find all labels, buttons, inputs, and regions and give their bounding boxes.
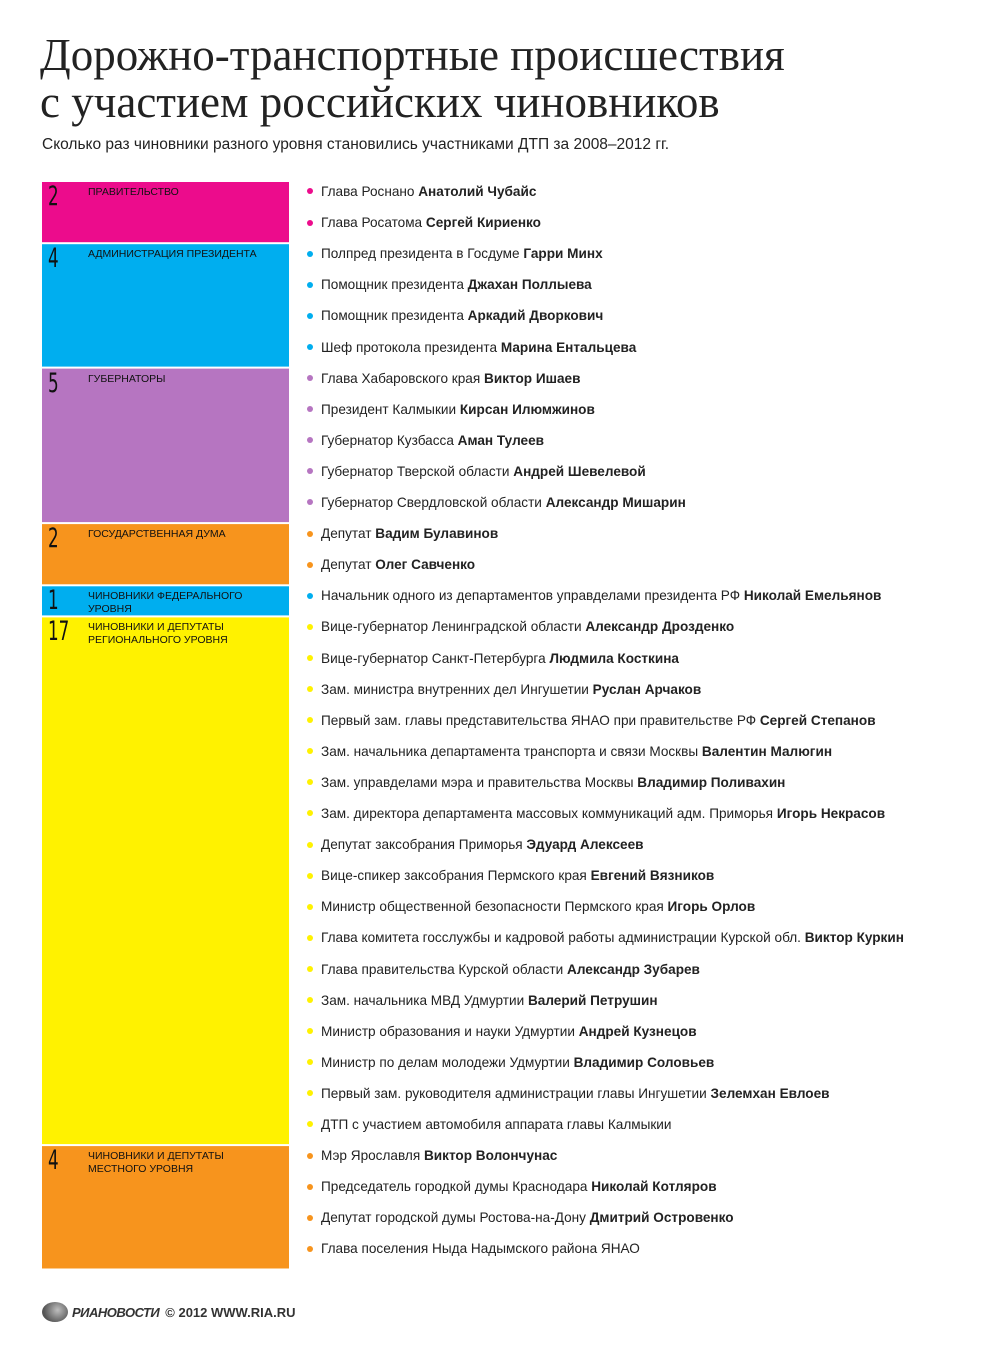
bullet-dot-icon [307,531,313,537]
entry-person-name: Марина Ентальцева [500,339,637,355]
entry-item [307,713,876,729]
entry-position: Начальник одного из департаментов управделами президента РФ [321,588,744,604]
bullet-dot-icon [307,1153,313,1159]
bar-value-label: 4 [48,1145,59,1177]
entry-position: Полпред президента в Госдуме [321,246,524,262]
entry-item [307,682,701,698]
entry-item [307,557,475,573]
entry-position: Депутат заксобрания Приморья [321,837,527,853]
entry-position: Глава Росатома [321,215,426,231]
entry-item [307,184,536,200]
category-label: ПРАВИТЕЛЬСТВО [88,186,179,198]
bullet-dot-icon [307,1028,313,1034]
bar-value-label: 5 [48,367,59,399]
entry-position: Вице-губернатор Санкт-Петербурга [321,650,550,666]
entry-person-name: Зелемхан Евлоев [710,1085,830,1101]
title-line-1: Дорожно-транспортные происшествия [40,30,785,80]
entry-item [307,1210,734,1226]
bullet-dot-icon [307,1090,313,1096]
entry-person-name: Анатолий Чубайс [418,184,537,199]
entry-person-name: Джахан Поллыева [467,277,592,293]
bar-segment-1 [42,244,289,366]
copyright-text: © 2012 WWW.RIA.RU [165,1304,296,1320]
entry-person-name: Виктор Волончунас [423,1148,558,1164]
entry-item [307,775,785,791]
entry-item [307,495,686,511]
entry-person-name: Олег Савченко [375,557,476,573]
category-label: АДМИНИСТРАЦИЯ ПРЕЗИДЕНТА [88,248,257,261]
bullet-dot-icon [307,748,313,754]
bar-segment-2 [42,369,289,522]
bullet-dot-icon [307,686,313,692]
bullet-dot-icon [307,344,313,350]
entry-person-name: Евгений Вязников [590,868,715,884]
entry-item [307,371,580,387]
entry-position: Помощник президента [321,308,468,324]
entry-position: Первый зам. руководителя администрации главы Ингушетии [321,1085,711,1101]
bullet-dot-icon [307,406,313,412]
entry-person-name: Александр Дрозденко [585,619,735,635]
bullet-dot-icon [307,624,313,630]
entry-item [307,526,498,542]
entry-position: Помощник президента [321,277,468,293]
bar-value-label: 1 [48,585,59,617]
entry-person-name: Вадим Булавинов [375,526,499,542]
entry-position: Министр образования и науки Удмуртии [321,1023,579,1039]
bullet-dot-icon [307,779,313,785]
entry-position: Зам. начальника МВД Удмуртии [321,992,528,1008]
bar-value-label: 4 [48,243,59,275]
bullet-dot-icon [307,468,313,474]
entry-item [307,215,541,231]
entry-position: Глава правительства Курской области [321,961,567,977]
entry-person-name: Александр Зубарев [567,961,700,977]
entry-position: Министр по делам молодежи Удмуртии [321,1054,574,1070]
entry-person-name: Игорь Некрасов [776,806,886,821]
category-label: ГУБЕРНАТОРЫ [88,372,166,385]
entry-person-name: Сергей Степанов [759,712,876,728]
bullet-dot-icon [307,188,313,194]
bullet-dot-icon [307,966,313,972]
bullet-dot-icon [307,562,313,568]
entry-position: Депутат [321,526,376,542]
entry-item [307,651,679,667]
entry-person-name: Руслан Арчаков [592,681,702,697]
entry-person-name: Сергей Кириенко [425,215,541,231]
entry-person-name: Игорь Орлов [667,899,756,915]
entry-person-name: Александр Мишарин [545,495,686,510]
entry-position: Зам. министра внутренних дел Ингушетии [321,681,593,697]
bullet-dot-icon [307,282,313,288]
bullet-dot-icon [307,251,313,257]
ria-logo-text: РИАНОВОСТИ [72,1304,160,1320]
bullet-dot-icon [307,904,313,910]
entry-position: Вице-губернатор Ленинградской области [321,619,586,635]
entry-item [307,1241,640,1257]
entry-position: Председатель городкой думы Краснодара [321,1179,592,1195]
entry-person-name: Аман Тулеев [457,432,544,448]
entry-person-name: Дмитрий Островенко [589,1210,734,1226]
entry-item [307,433,544,449]
chart-subtitle: Сколько раз чиновники разного уровня становились участниками ДТП за 2008–2012 гг. [42,136,670,153]
bullet-dot-icon [307,1184,313,1190]
entry-item [307,930,904,946]
entry-item [307,340,636,356]
entry-item [307,1148,557,1164]
entry-item [307,1179,717,1195]
entry-position: Первый зам. главы представительства ЯНАО при правительстве РФ [321,712,760,728]
category-label: ЧИНОВНИКИ ФЕДЕРАЛЬНОГО УРОВНЯ [88,590,243,616]
entry-position: Глава комитета госслужбы и кадровой работы администрации Курской обл. [321,930,805,946]
entry-item [307,619,734,635]
entry-position: Депутат городской думы Ростова-на-Дону [321,1210,590,1226]
entry-item [307,1055,714,1071]
bullet-dot-icon [307,842,313,848]
category-label: ГОСУДАРСТВЕННАЯ ДУМА [88,528,226,541]
entry-item [307,308,603,324]
entry-item [307,962,700,978]
bullet-dot-icon [307,997,313,1003]
entry-item [307,1024,697,1040]
entry-position: Депутат [321,557,376,573]
entry-person-name: Кирсан Илюмжинов [459,401,595,417]
entry-person-name: Аркадий Дворкович [467,308,604,324]
globe-logo-icon [42,1302,68,1322]
entry-position: ДТП с участием автомобиля аппарата главы Калмыкии [321,1117,672,1132]
footer [42,1300,295,1324]
entry-person-name: Валентин Малюгин [701,743,833,759]
bullet-dot-icon [307,935,313,941]
entry-position: Министр общественной безопасности Пермского края [321,899,668,915]
entry-person-name: Андрей Кузнецов [578,1023,697,1039]
bullet-dot-icon [307,1246,313,1252]
category-label: ЧИНОВНИКИ И ДЕПУТАТЫ РЕГИОНАЛЬНОГО УРОВНЯ [88,621,228,647]
entry-position: Губернатор Кузбасса [321,432,458,448]
entry-position: Вице-спикер заксобрания Пермского края [321,868,591,884]
entry-item [307,744,832,760]
entry-item [307,1086,830,1102]
bullet-dot-icon [307,873,313,879]
entry-position: Мэр Ярославля [321,1148,424,1164]
bullet-dot-icon [307,313,313,319]
bar-value-label: 17 [48,616,70,648]
entry-person-name: Николай Емельянов [743,588,882,604]
bar-segment-5 [42,617,289,1144]
entry-position: Президент Калмыкии [321,401,460,417]
entry-position: Зам. начальника департамента транспорта и связи Москвы [321,743,702,759]
entry-item [307,993,658,1009]
entry-item [307,868,714,884]
entry-person-name: Эдуард Алексеев [526,837,644,853]
bullet-dot-icon [307,220,313,226]
bullet-dot-icon [307,717,313,723]
entry-person-name: Виктор Куркин [804,930,904,946]
entry-position: Глава поселения Ныда Надымского района ЯНАО [321,1241,640,1257]
entry-item [307,837,644,853]
entry-person-name: Владимир Соловьев [573,1054,715,1070]
bullet-dot-icon [307,437,313,443]
bullet-dot-icon [307,375,313,381]
entry-item [307,402,595,418]
entry-item [307,806,885,822]
entry-person-name: Николай Котляров [591,1179,717,1195]
entry-position: Губернатор Тверской области [321,463,514,479]
category-label: ЧИНОВНИКИ И ДЕПУТАТЫ МЕСТНОГО УРОВНЯ [88,1150,224,1176]
bullet-dot-icon [307,1121,313,1127]
entry-person-name: Валерий Петрушин [527,992,658,1008]
entry-position: Губернатор Свердловской области [321,495,546,510]
entry-position: Зам. директора департамента массовых коммуникаций адм. Приморья [321,806,777,821]
entry-item [307,464,646,480]
entry-person-name: Гарри Минх [523,246,603,262]
bullet-dot-icon [307,655,313,661]
entry-position: Зам. управделами мэра и правительства Москвы [321,774,638,790]
entry-item [307,246,603,262]
bar-value-label: 2 [48,181,59,212]
bullet-dot-icon [307,1215,313,1221]
entry-position: Шеф протокола президента [321,339,501,355]
entry-person-name: Виктор Ишаев [484,370,581,386]
bullet-dot-icon [307,593,313,599]
bar-value-label: 2 [48,523,59,555]
entry-person-name: Владимир Поливахин [637,774,786,790]
entry-position: Глава Хабаровского края [321,370,485,386]
title-line-2: с участием российских чиновников [40,77,720,127]
entry-item [307,899,755,915]
entry-position: Глава Роснано [321,184,419,199]
entry-item [307,588,881,604]
bullet-dot-icon [307,810,313,816]
entry-person-name: Людмила Косткина [549,650,679,666]
bullet-dot-icon [307,499,313,505]
entry-person-name: Андрей Шевелевой [513,463,646,479]
entry-item [307,277,592,293]
entry-item [307,1117,672,1133]
bullet-dot-icon [307,1059,313,1065]
